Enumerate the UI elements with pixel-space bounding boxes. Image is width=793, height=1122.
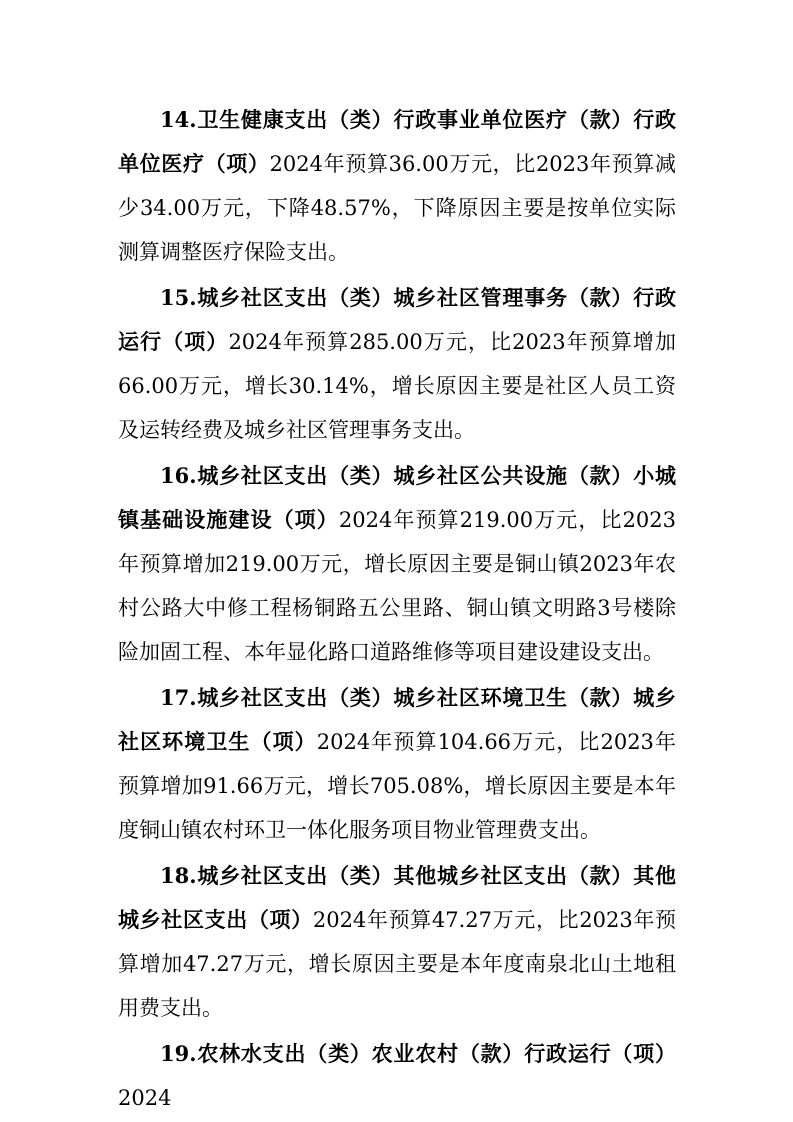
paragraph-heading: 18.城乡社区支出（类）其他城乡社区支出（款）其他城乡社区支出（项） <box>118 863 676 932</box>
paragraph-16 <box>118 454 676 674</box>
paragraph-heading: 19.农林水支出（类）农业农村（款）行政运行（项） <box>160 1041 676 1066</box>
paragraph-14 <box>118 98 676 274</box>
paragraph-heading: 17.城乡社区支出（类）城乡社区环境卫生（款）城乡社区环境卫生（项） <box>118 685 676 754</box>
paragraph-heading: 16.城乡社区支出（类）城乡社区公共设施（款）小城镇基础设施建设（项） <box>118 463 676 532</box>
paragraph-heading: 14.卫生健康支出（类）行政事业单位医疗（款）行政单位医疗（项） <box>118 107 676 176</box>
paragraph-text: 2024年预算104.66万元，比2023年预算增加91.66万元，增长705.08%，增长原因主要是本年度铜山镇农村环卫一体化服务项目物业管理费支出。 <box>118 730 677 842</box>
paragraph-text: 2024年预算36.00万元，比2023年预算减少34.00万元，下降48.57%，下降原因主要是按单位实际测算调整医疗保险支出。 <box>118 152 676 264</box>
paragraph-17 <box>118 676 676 852</box>
paragraph-heading: 15.城乡社区支出（类）城乡社区管理事务（款）行政运行（项） <box>118 285 676 354</box>
paragraph-text: 2024年预算285.00万元，比2023年预算增加66.00万元，增长30.14%，增长原因主要是社区人员工资及运转经费及城乡社区管理事务支出。 <box>118 330 676 442</box>
paragraph-19 <box>118 1032 676 1120</box>
paragraph-text: 2024年预算219.00万元，比2023年预算增加219.00万元，增长原因主要是铜山镇2023年农村公路大中修工程杨铜路五公里路、铜山镇文明路3号楼除险加固工程、本年显化路口道路维修等项目建设建设支出。 <box>118 508 676 664</box>
paragraph-text: 2024年预算47.27万元，比2023年预算增加47.27万元，增长原因主要是本年度南泉北山土地租用费支出。 <box>118 908 676 1020</box>
paragraph-15 <box>118 276 676 452</box>
paragraph-18 <box>118 854 676 1030</box>
document-body <box>118 98 676 1122</box>
paragraph-text: 2024 <box>118 1086 172 1110</box>
